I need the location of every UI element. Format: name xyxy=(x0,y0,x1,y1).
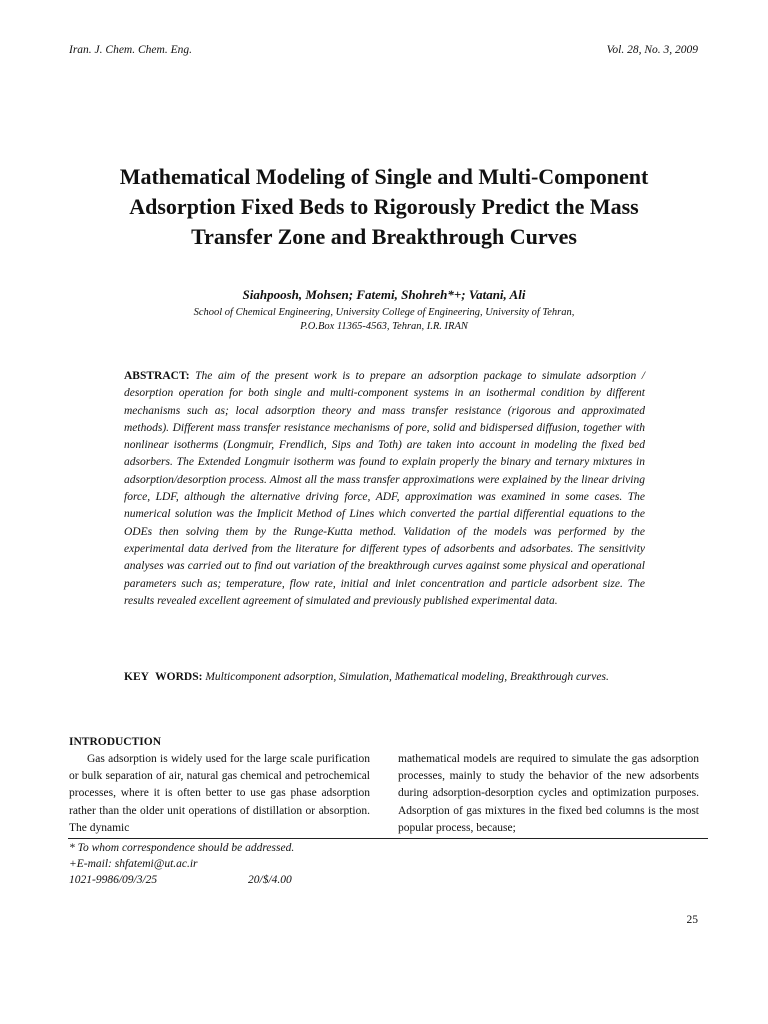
footnote-divider xyxy=(68,838,708,839)
footnote-identifier xyxy=(69,872,294,888)
journal-name: Iran. J. Chem. Chem. Eng. xyxy=(69,44,192,56)
title-line: Adsorption Fixed Beds to Rigorously Predict the Mass xyxy=(129,194,639,219)
affiliation xyxy=(60,306,708,334)
footnote-email: +E-mail: shfatemi@ut.ac.ir xyxy=(69,858,198,870)
running-head xyxy=(69,43,698,57)
body-column-left xyxy=(69,734,370,837)
volume-info: Vol. 28, No. 3, 2009 xyxy=(606,44,698,56)
keywords-text: Multicomponent adsorption, Simulation, Mathematical modeling, Breakthrough curves. xyxy=(205,671,609,683)
keywords xyxy=(124,669,645,686)
section-heading: INTRODUCTION xyxy=(69,736,162,748)
doi-code: 1021-9986/09/3/25 xyxy=(69,874,158,886)
keywords-label: KEY WORDS: xyxy=(124,671,203,683)
price-code: 20/$/4.00 xyxy=(248,874,292,886)
footnote-correspondence: * To whom correspondence should be addressed. xyxy=(69,842,295,854)
affiliation-line: School of Chemical Engineering, University College of Engineering, University of Tehran, xyxy=(193,307,575,318)
author-list: Siahpoosh, Mohsen; Fatemi, Shohreh*+; Vatani, Ali xyxy=(242,287,526,302)
title-line: Transfer Zone and Breakthrough Curves xyxy=(191,224,577,249)
body-paragraph: mathematical models are required to simulate the gas adsorption processes, mainly to study the behavior of the new adsorbents during adsorption-desorption cycles and optimization purposes. Adsorption of gas mixtures in the fixed bed columns is the most popular process, because; xyxy=(398,753,699,834)
body-paragraph: Gas adsorption is widely used for the large scale purification or bulk separation of air, natural gas chemical and petrochemical processes, where it is often better to use gas phase adsorption rather than the older unit operations of distillation or absorption. The dynamic xyxy=(69,753,370,834)
paper-title xyxy=(60,162,708,252)
affiliation-line: P.O.Box 11365-4563, Tehran, I.R. IRAN xyxy=(300,321,468,332)
footnotes xyxy=(69,840,294,888)
abstract xyxy=(124,368,645,610)
page-number: 25 xyxy=(686,914,698,926)
title-line: Mathematical Modeling of Single and Multi-Component xyxy=(119,164,649,189)
abstract-label: ABSTRACT: xyxy=(124,370,190,382)
body-column-right xyxy=(398,751,699,837)
abstract-text: The aim of the present work is to prepare an adsorption package to simulate adsorption / desorption operation for both single and multi-component systems in an isothermal condition by different mechanisms such as; local adsorption theory and mass transfer resistance (rigorous and approximated methods). Different mass transfer resistance mechanisms of pore, solid and bidispersed diffusion, together with nonlinear isotherms (Longmuir, Frendlich, Sips and Toth) are taken into account in modeling the fixed bed adsorbers. The Extended Longmuir isotherm was found to explain properly the binary and ternary mixtures in adsorption/desorption process. Almost all the mass transfer approximations were explained by the linear driving force, LDF, although the alternative driving force, ADF, approximation was examined in some cases. The numerical solution was the Implicit Method of Lines which converted the partial differential equations to the ODEs then solving them by the Runge-Kutta method. Validation of the models was performed by the experimental data derived from the literature for different types of adsorbents and adsorbates. The sensitivity analyses was carried out to find out variation of the breakthrough curves against some physical and operational parameters such as; temperature, flow rate, initial and inlet concentration and particle adsorbent size. The results revealed excellent agreement of simulated and previously published experimental data. xyxy=(124,370,645,607)
